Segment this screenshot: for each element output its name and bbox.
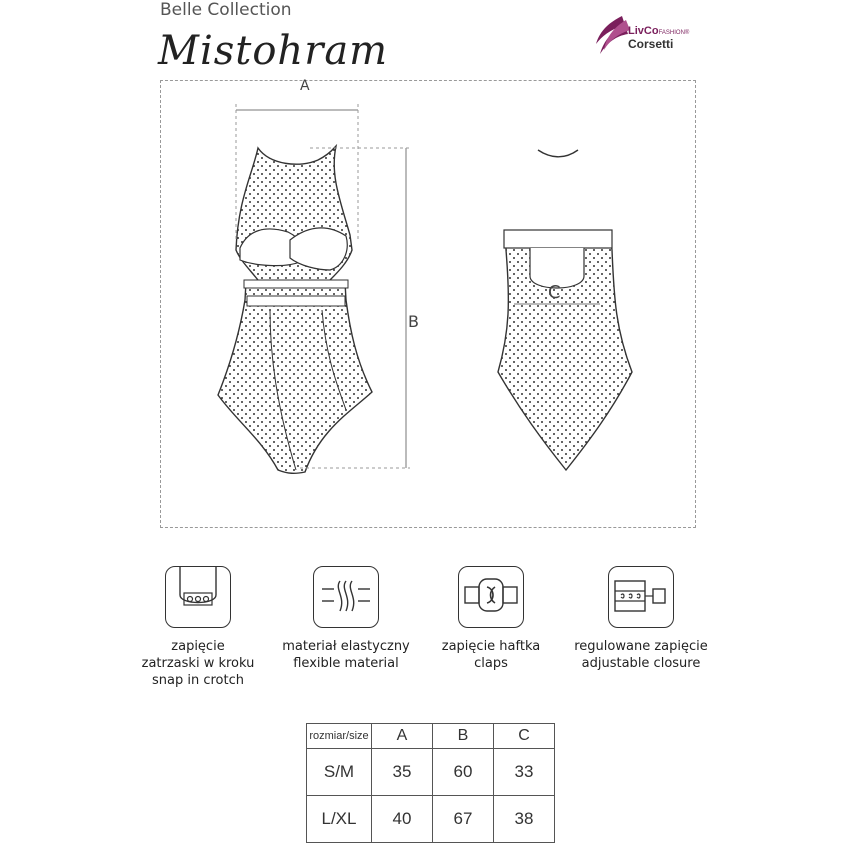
size-table-header-row	[307, 724, 555, 749]
table-row	[307, 796, 555, 843]
feature-snap-crotch	[118, 566, 278, 689]
feature-adjustable-closure	[561, 566, 721, 672]
column-c-header: C	[494, 724, 555, 749]
front-view	[218, 146, 372, 473]
dimension-b-label: B	[408, 312, 419, 331]
column-a-header: A	[372, 724, 433, 749]
feature-hook-clasp	[411, 566, 571, 672]
feature-text-2: claps	[474, 656, 508, 671]
feature-text-2: flexible material	[293, 656, 399, 671]
value-cell: 35	[372, 749, 433, 796]
feature-text-1: materiał elastyczny	[282, 639, 410, 654]
hook-clasp-icon	[458, 566, 524, 628]
size-cell: S/M	[307, 749, 372, 796]
size-header: rozmiar/size	[307, 724, 372, 749]
brand-name-2: Corsetti	[628, 37, 674, 51]
column-b-header: B	[433, 724, 494, 749]
value-cell: 33	[494, 749, 555, 796]
feature-flexible-material	[266, 566, 426, 672]
value-cell: 67	[433, 796, 494, 843]
size-table	[306, 723, 555, 843]
feature-text-1: zapięcie haftka	[441, 639, 541, 654]
feature-text-2: adjustable closure	[581, 656, 701, 671]
brand-fashion: FASHION®	[658, 30, 690, 36]
value-cell: 38	[494, 796, 555, 843]
dimension-c-label: C	[548, 282, 561, 303]
feature-text-3: snap in crotch	[152, 673, 244, 688]
size-cell: L/XL	[307, 796, 372, 843]
feature-text-1: zapięcie	[171, 639, 225, 654]
dimension-a-label: A	[300, 78, 310, 94]
flexible-material-icon	[313, 566, 379, 628]
feature-text-2: zatrzaski w kroku	[141, 656, 255, 671]
snap-crotch-icon	[165, 566, 231, 628]
brand-name-1: LivCo	[628, 25, 659, 37]
value-cell: 60	[433, 749, 494, 796]
table-row	[307, 749, 555, 796]
value-cell: 40	[372, 796, 433, 843]
product-name: Mistohram	[158, 28, 389, 74]
adjustable-closure-icon	[608, 566, 674, 628]
collection-name: Belle Collection	[160, 0, 292, 20]
feature-text-1: regulowane zapięcie	[574, 639, 708, 654]
back-view	[498, 150, 632, 470]
